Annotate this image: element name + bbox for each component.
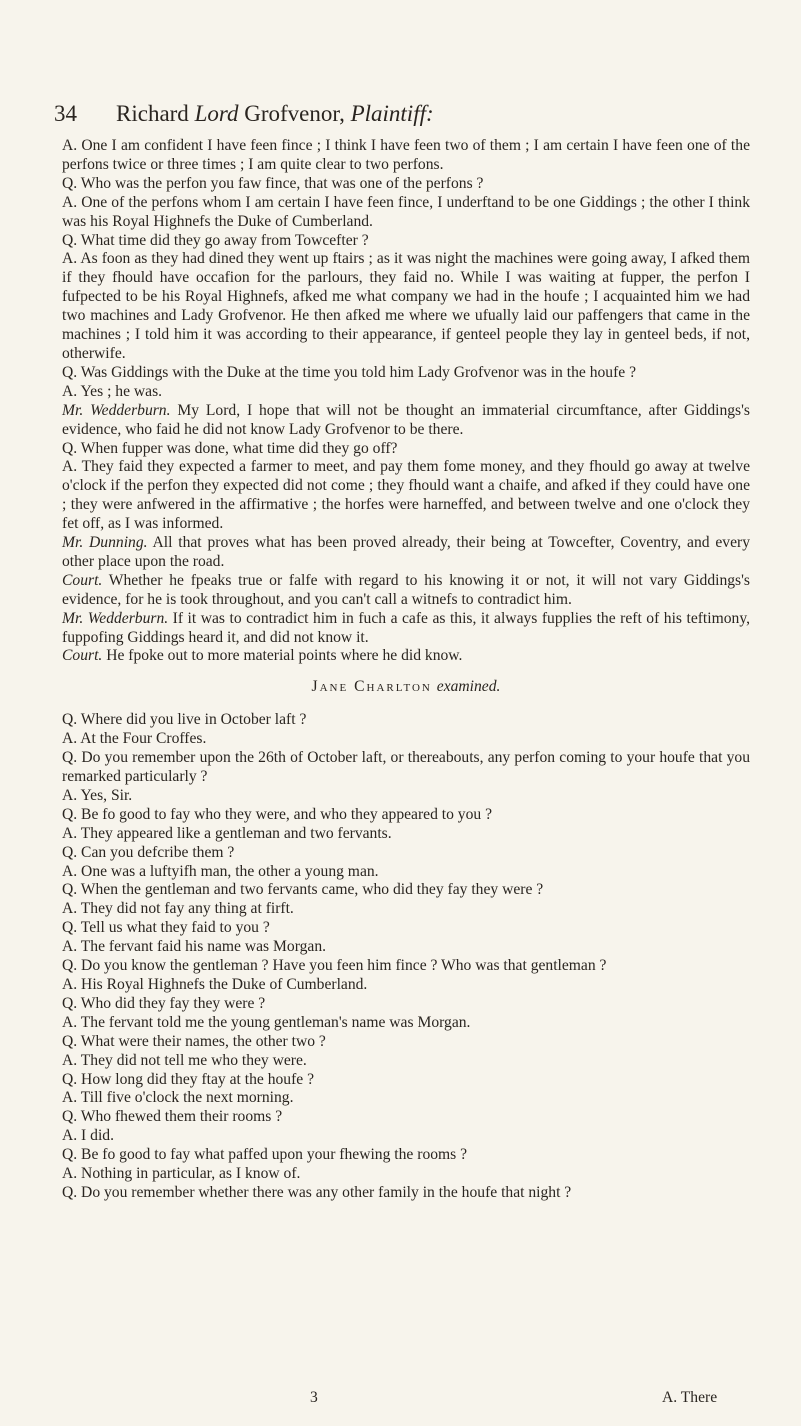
- title-lord: Lord: [194, 101, 239, 126]
- testimony-paragraph: [62, 647, 750, 666]
- testimony-paragraph: [62, 1071, 750, 1090]
- testimony-paragraph: [62, 402, 750, 440]
- paragraph-text: Q. Can you defcribe them ?: [62, 843, 235, 861]
- testimony-paragraph: [62, 194, 750, 232]
- paragraph-text: A. The fervant faid his name was Morgan.: [62, 938, 327, 956]
- paragraph-text: He fpoke out to more material points where he did know.: [106, 647, 463, 665]
- testimony-paragraph: [62, 806, 750, 825]
- testimony-paragraph: [62, 976, 750, 995]
- testimony-paragraph: [62, 1146, 750, 1165]
- testimony-paragraph: [62, 730, 750, 749]
- paragraph-text: A. They appeared like a gentleman and two fervants.: [62, 824, 392, 842]
- paragraph-text: A. They did not fay any thing at firft.: [62, 900, 294, 918]
- paragraph-text: Q. Do you know the gentleman ? Have you feen him fince ? Who was that gentleman ?: [62, 957, 607, 975]
- paragraph-text: A. The fervant told me the young gentleman's name was Morgan.: [62, 1013, 471, 1031]
- testimony-paragraph: [62, 458, 750, 534]
- paragraph-text: Whether he fpeaks true or falfe with regard to his knowing it or not, it will not vary Giddings's evidence, for he is took throughout, and you can't call a witnefs to contradict him.: [62, 571, 750, 608]
- paragraph-text: Q. Be fo good to fay what paffed upon your fhewing the rooms ?: [62, 1146, 468, 1164]
- paragraph-text: A. Nothing in particular, as I know of.: [62, 1165, 301, 1183]
- title-name: Richard: [116, 101, 195, 126]
- paragraph-text: A. As foon as they had dined they went up ftairs ; as it was night the machines were going away, I afked them if they fhould have occafion for the parlours, they faid no. While I was waiting at fupper, the perfon I fufpected to be his Royal Highnefs, afked me what company we had in the houfe ; I acquainted him we had two machines and Lady Grofvenor. He then afked me where we ufually laid our paffengers that came in the machines ; I told him it was according to their appearance, if genteel people they lay in genteel beds, if not, otherwife.: [62, 250, 750, 362]
- speaker-label: Court.: [62, 647, 103, 665]
- paragraph-text: A. They did not tell me who they were.: [62, 1051, 307, 1069]
- paragraph-text: A. Till five o'clock the next morning.: [62, 1089, 294, 1107]
- testimony-paragraph: [62, 534, 750, 572]
- testimony-paragraph: [62, 1165, 750, 1184]
- speaker-label: Mr. Wedderburn.: [62, 609, 169, 627]
- catchword: A. There: [662, 1389, 718, 1406]
- testimony-paragraph: [62, 711, 750, 730]
- testimony-paragraph: [62, 383, 750, 402]
- speaker-label: Mr. Wedderburn.: [62, 401, 171, 419]
- paragraph-text: Q. When the gentleman and two fervants came, who did they fay they were ?: [62, 881, 544, 899]
- speaker-label: Mr. Dunning.: [62, 534, 148, 552]
- paragraph-text: A. They faid they expected a farmer to meet, and pay them fome money, and they fhould go away at twelve o'clock if the perfon they expected did not come ; they fhould want a chaife, and afked if they could have one ; they were anfwered in the affirmative ; the horfes were harneffed, and between twelve and one o'clock they fet off, as I was informed.: [62, 458, 750, 533]
- paragraph-text: A. One was a luftyifh man, the other a young man.: [62, 862, 379, 880]
- testimony-block-1: [62, 137, 750, 666]
- signature-mark: 3: [310, 1389, 318, 1406]
- testimony-paragraph: [62, 232, 750, 251]
- paragraph-text: A. One I am confident I have feen fince ; I think I have feen two of them ; I am certain I have feen one of the perfons twice or three times ; I am quite clear to two perfons.: [62, 137, 750, 173]
- testimony-paragraph: [62, 1089, 750, 1108]
- page-number: 34: [54, 101, 77, 126]
- testimony-paragraph: [62, 1127, 750, 1146]
- testimony-paragraph: [62, 175, 750, 194]
- testimony-paragraph: [62, 995, 750, 1014]
- testimony-paragraph: [62, 881, 750, 900]
- testimony-paragraph: [62, 919, 750, 938]
- paragraph-text: Q. Who was the perfon you faw fince, that was one of the perfons ?: [62, 174, 484, 192]
- testimony-paragraph: [62, 1033, 750, 1052]
- page-body: [62, 137, 750, 1203]
- testimony-paragraph: [62, 787, 750, 806]
- paragraph-text: A. Yes ; he was.: [62, 382, 163, 400]
- testimony-paragraph: [62, 572, 750, 610]
- paragraph-text: Q. Tell us what they faid to you ?: [62, 919, 270, 937]
- paragraph-text: If it was to contradict him in fuch a cafe as this, it always fupplies the reft of his teftimony, fuppofing Giddings heard it, and did not know it.: [62, 609, 751, 646]
- paragraph-text: A. One of the perfons whom I am certain I have feen fince, I underftand to be one Giddings ; the other I think was his Royal Highnefs the Duke of Cumberland.: [62, 193, 750, 230]
- testimony-paragraph: [62, 1052, 750, 1071]
- testimony-paragraph: [62, 1184, 750, 1203]
- paragraph-text: Q. Be fo good to fay who they were, and who they appeared to you ?: [62, 805, 493, 823]
- testimony-paragraph: [62, 1108, 750, 1127]
- testimony-paragraph: [62, 1014, 750, 1033]
- paragraph-text: Q. What were their names, the other two ?: [62, 1032, 326, 1050]
- paragraph-text: Q. Was Giddings with the Duke at the time you told him Lady Grofvenor was in the houfe ?: [62, 363, 637, 381]
- testimony-paragraph: [62, 137, 750, 175]
- testimony-paragraph: [62, 957, 750, 976]
- testimony-paragraph: [62, 749, 750, 787]
- testimony-paragraph: [62, 844, 750, 863]
- paragraph-text: My Lord, I hope that will not be thought an immaterial circumftance, after Giddings's evidence, who faid he did not know Lady Grofvenor to be there.: [62, 401, 751, 438]
- page-footer: [0, 1389, 801, 1409]
- paragraph-text: Q. Do you remember upon the 26th of October laft, or thereabouts, any perfon coming to your houfe that you remarked particularly ?: [62, 749, 750, 785]
- paragraph-text: Q. What time did they go away from Towcefter ?: [62, 231, 369, 249]
- testimony-paragraph: [62, 825, 750, 844]
- title-plaintiff: Plaintiff:: [350, 101, 434, 126]
- testimony-paragraph: [62, 610, 750, 648]
- paragraph-text: A. I did.: [62, 1127, 114, 1145]
- paragraph-text: Q. When fupper was done, what time did they go off?: [62, 439, 398, 457]
- witness-examined: examined.: [436, 678, 501, 696]
- paragraph-text: All that proves what has been proved already, their being at Towcefter, Coventry, and every other place upon the road.: [62, 534, 750, 570]
- paragraph-text: Q. Who did they fay they were ?: [62, 994, 266, 1012]
- testimony-paragraph: [62, 250, 750, 363]
- running-title: [116, 100, 434, 128]
- paragraph-text: Q. How long did they ftay at the houfe ?: [62, 1070, 315, 1088]
- testimony-paragraph: [62, 440, 750, 459]
- paragraph-text: Q. Who fhewed them their rooms ?: [62, 1108, 283, 1126]
- testimony-paragraph: [62, 863, 750, 882]
- witness-name: Jane Charlton: [311, 678, 432, 696]
- testimony-paragraph: [62, 364, 750, 383]
- speaker-label: Court.: [62, 571, 103, 589]
- witness-heading: [62, 678, 750, 697]
- paragraph-text: Q. Do you remember whether there was any other family in the houfe that night ?: [62, 1183, 572, 1201]
- paragraph-text: Q. Where did you live in October laft ?: [62, 711, 307, 729]
- paragraph-text: A. His Royal Highnefs the Duke of Cumberland.: [62, 975, 368, 993]
- testimony-paragraph: [62, 938, 750, 957]
- testimony-paragraph: [62, 900, 750, 919]
- testimony-block-2: [62, 711, 750, 1203]
- running-header: [54, 100, 754, 128]
- title-surname: Grofvenor,: [238, 101, 351, 126]
- paragraph-text: A. At the Four Croffes.: [62, 730, 207, 748]
- paragraph-text: A. Yes, Sir.: [62, 786, 133, 804]
